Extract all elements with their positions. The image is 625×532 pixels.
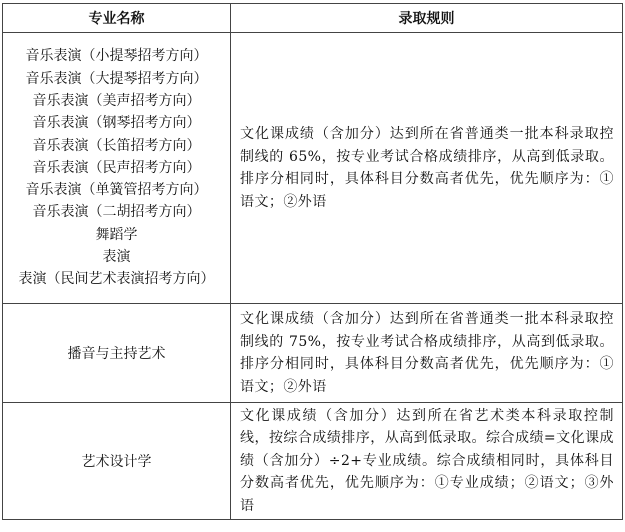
table-row bbox=[3, 304, 623, 403]
table-header-row bbox=[3, 4, 623, 33]
major-name: 音乐表演（长笛招考方向） bbox=[32, 137, 201, 154]
major-name: 舞蹈学 bbox=[95, 226, 138, 243]
admission-rule-cell: 文化课成绩（含加分）达到所在省普通类一批本科录取控制线的 65%，按专业考试合格成绩排序，从高到低录取。排序分相同时，具体科目分数高者优先，优先顺序为：①语文；②外语 bbox=[231, 33, 623, 304]
header-major-name: 专业名称 bbox=[3, 4, 231, 33]
major-name: 音乐表演（美声招考方向） bbox=[32, 92, 201, 109]
major-name: 表演 bbox=[102, 249, 131, 266]
major-name: 播音与主持艺术 bbox=[3, 304, 231, 403]
major-name: 音乐表演（二胡招考方向） bbox=[32, 204, 201, 221]
major-name: 音乐表演（民声招考方向） bbox=[32, 159, 201, 176]
admission-rule-cell: 文化课成绩（含加分）达到所在省艺术类本科录取控制线，按综合成绩排序，从高到低录取。综合成绩=文化课成绩（含加分）÷2+专业成绩。综合成绩相同时，具体科目分数高者优先，优先顺序为：①专业成绩；②语文；③外语 bbox=[231, 403, 623, 520]
header-admission-rule: 录取规则 bbox=[231, 4, 623, 33]
major-name: 艺术设计学 bbox=[3, 403, 231, 520]
table-row bbox=[3, 33, 623, 304]
admission-rule-cell: 文化课成绩（含加分）达到所在省普通类一批本科录取控制线的 75%，按专业考试合格成绩排序，从高到低录取。排序分相同时，具体科目分数高者优先，优先顺序为：①语文；②外语 bbox=[231, 304, 623, 403]
major-name: 音乐表演（单簧管招考方向） bbox=[25, 182, 208, 199]
admission-rules-table bbox=[2, 3, 623, 520]
major-name: 音乐表演（小提琴招考方向） bbox=[25, 48, 208, 65]
major-name: 表演（民间艺术表演招考方向） bbox=[18, 271, 215, 288]
major-name: 音乐表演（钢琴招考方向） bbox=[32, 115, 201, 132]
major-list-cell bbox=[3, 33, 231, 304]
table-row bbox=[3, 403, 623, 520]
major-name: 音乐表演（大提琴招考方向） bbox=[25, 70, 208, 87]
